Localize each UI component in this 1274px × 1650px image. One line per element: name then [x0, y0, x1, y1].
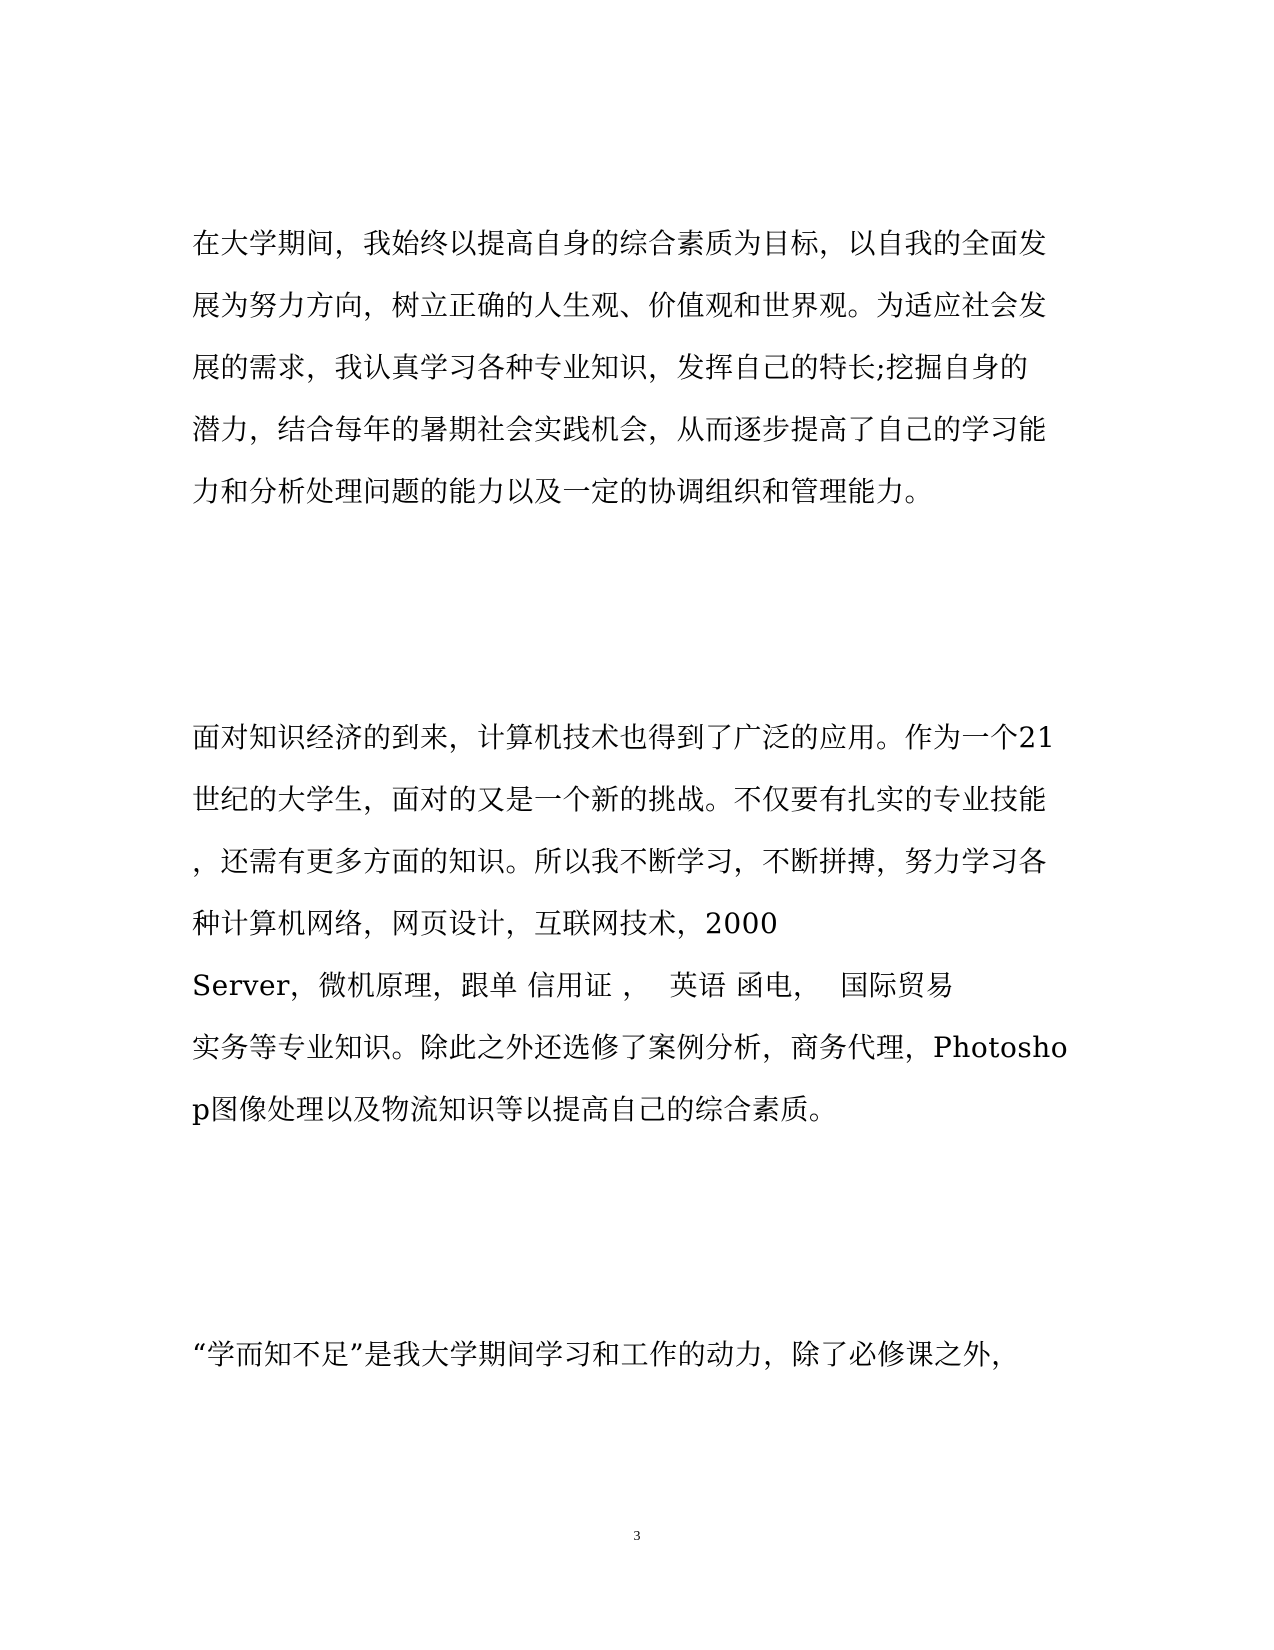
paragraph-line: 在大学期间，我始终以提高自身的综合素质为目标，以自我的全面发 — [192, 227, 1048, 260]
paragraph-line: Server，微机原理，跟单 信用证 ， 英语 函电， 国际贸易 — [192, 969, 955, 1002]
paragraph-line: 世纪的大学生，面对的又是一个新的挑战。不仅要有扎实的专业技能 — [192, 783, 1048, 816]
paragraph-line: 展的需求，我认真学习各种专业知识，发挥自己的特长;挖掘自身的 — [192, 351, 1029, 384]
paragraph-line: p图像处理以及物流知识等以提高自己的综合素质。 — [192, 1093, 838, 1126]
paragraph-line: 潜力，结合每年的暑期社会实践机会，从而逐步提高了自己的学习能 — [192, 413, 1048, 446]
paragraph-line: 实务等专业知识。除此之外还选修了案例分析，商务代理，Photosho — [192, 1031, 1069, 1064]
page-number: 3 — [633, 1529, 641, 1544]
paragraph-line: “学而知不足”是我大学期间学习和工作的动力，除了必修课之外， — [192, 1338, 1020, 1371]
paragraph-line: ，还需有更多方面的知识。所以我不断学习，不断拼搏，努力学习各 — [192, 845, 1048, 878]
paragraph-line: 展为努力方向，树立正确的人生观、价值观和世界观。为适应社会发 — [192, 289, 1048, 322]
paragraph-line: 面对知识经济的到来，计算机技术也得到了广泛的应用。作为一个21 — [192, 721, 1056, 754]
paragraph-line: 力和分析处理问题的能力以及一定的协调组织和管理能力。 — [192, 475, 934, 508]
paragraph-line: 种计算机网络，网页设计，互联网技术，2000 — [192, 907, 779, 940]
